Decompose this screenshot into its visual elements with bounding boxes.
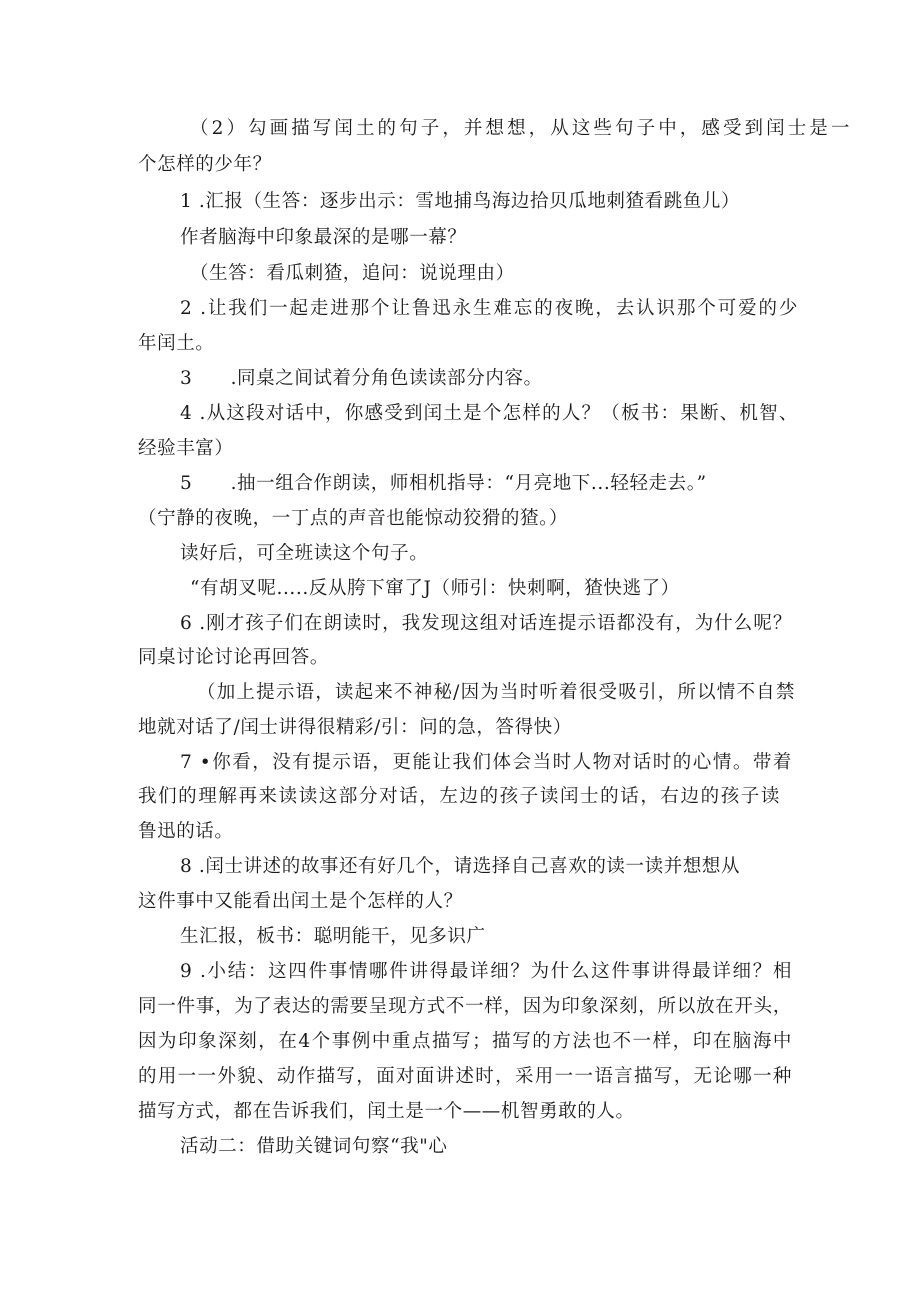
text-line: （宁静的夜晚，一丁点的声音也能惊动狡猾的猹。）: [138, 508, 569, 529]
text-line: 年闰土。: [138, 333, 215, 354]
text-line: 1 .汇报（生答：逐步出示：雪地捕鸟海边拾贝瓜地刺猹看跳鱼儿）: [180, 191, 741, 212]
text-line: 8 .闰士讲述的故事还有好几个，请选择自己喜欢的读一读并想想从: [180, 856, 741, 877]
text-line: 7 •你看，没有提示语，更能让我们体会当时人物对话时的心情。带着: [180, 752, 792, 773]
text-line: 4 .从这段对话中，你感受到闰土是个怎样的人？（板书：果断、机智、: [180, 403, 798, 424]
text-line: 读好后，可全班读这个句子。: [180, 543, 429, 564]
text-line: “有胡叉呢.....反从胯下窜了J（师引：快刺啊，猹快逃了）: [190, 578, 680, 599]
text-line: 同桌讨论讨论再回答。: [138, 647, 330, 668]
text-line: 生汇报，板书：聪明能干，见多识广: [180, 926, 486, 947]
text-line: 9 .小结：这四件事情哪件讲得最详细？为什么这件事讲得最详细？相: [180, 961, 792, 982]
text-line: 个怎样的少年？: [138, 154, 272, 175]
text-line: 2 .让我们一起走进那个让鲁迅永生难忘的夜晚，去认识那个可爱的少: [180, 298, 798, 319]
text-line: （2）勾画描写闰土的句子，并想想，从这些句子中，感受到闰士是一: [190, 118, 850, 139]
text-line: 因为印象深刻，在4个事例中重点描写；描写的方法也不一样，印在脑海中: [138, 1031, 792, 1052]
text-line: 的用一一外貌、动作描写，面对面讲述时，采用一一语言描写，无论哪一种: [138, 1066, 792, 1087]
text-line: 同一件事，为了表达的需要呈现方式不一样，因为印象深刻，所以放在开头，: [138, 996, 792, 1017]
text-line: 经验丰富）: [138, 438, 234, 459]
text-line: 我们的理解再来读读这部分对话，左边的孩子读闰士的话，右边的孩子读: [138, 786, 780, 807]
text-line: 鲁迅的话。: [138, 821, 234, 842]
section-heading: 活动二：借助关键词句察“我"心: [180, 1136, 448, 1157]
text-line: （生答：看瓜刺猹，追问：说说理由）: [190, 263, 515, 284]
text-line: （加上提示语，读起来不神秘/因为当时听着很受吸引，所以情不自禁: [197, 682, 795, 703]
text-line: 5 .抽一组合作朗读，师相机指导：“月亮地下...轻轻走去。”: [180, 473, 707, 494]
text-line: 这件事中又能看出闰土是个怎样的人？: [138, 891, 463, 912]
text-line: 描写方式，都在告诉我们，闰土是一个——机智勇敢的人。: [138, 1101, 635, 1122]
text-line: 3 .同桌之间试着分角色读读部分内容。: [180, 368, 543, 389]
text-line: 作者脑海中印象最深的是哪一幕？: [180, 227, 467, 248]
text-line: 地就对话了/闰士讲得很精彩/引：问的急，答得快）: [138, 717, 572, 738]
text-line: 6 .刚才孩子们在朗读时，我发现这组对话连提示语都没有，为什么呢？: [180, 613, 792, 634]
